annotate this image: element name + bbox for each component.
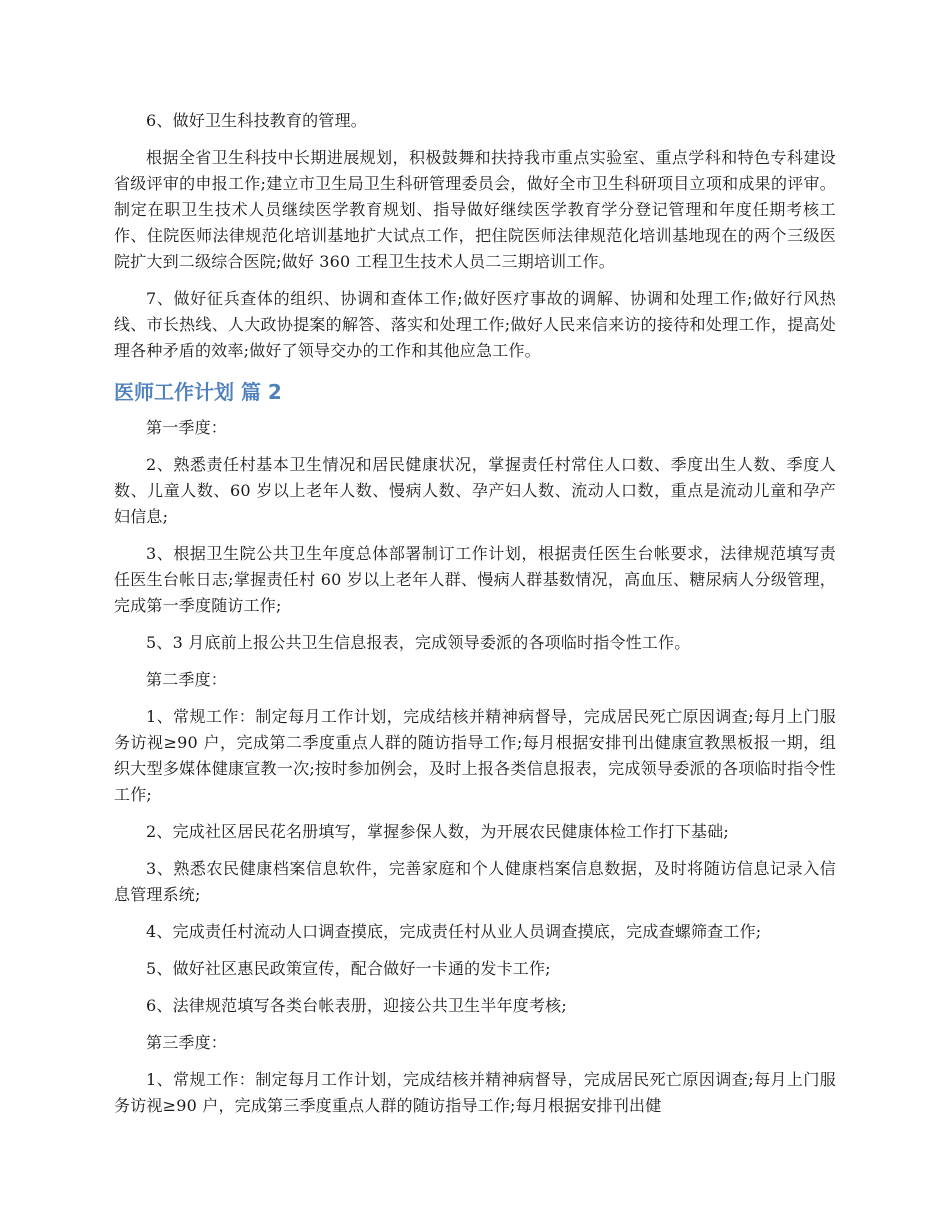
- paragraph-q2-item-3: 3、熟悉农民健康档案信息软件，完善家庭和个人健康档案信息数据，及时将随访信息记录入信息管理系统;: [114, 859, 836, 904]
- section-heading-plan-2: 医师工作计划 篇 2: [114, 380, 282, 404]
- paragraph-q3-item-1: 1、常规工作：制定每月工作计划，完成结核并精神病督导，完成居民死亡原因调查;每月上门服务访视≥90 户，完成第三季度重点人群的随访指导工作;每月根据安排刊出健: [114, 1070, 836, 1115]
- paragraph-q1-heading: 第一季度：: [146, 418, 228, 437]
- paragraph-q3-heading: 第三季度：: [146, 1033, 228, 1052]
- paragraph-q2-item-5: 5、做好社区惠民政策宣传，配合做好一卡通的发卡工作;: [146, 959, 551, 978]
- paragraph-q2-item-6: 6、法律规范填写各类台帐表册，迎接公共卫生半年度考核;: [146, 996, 567, 1015]
- paragraph-q1-item-2: 2、熟悉责任村基本卫生情况和居民健康状况，掌握责任村常住人口数、季度出生人数、季度人数、儿童人数、60 岁以上老年人数、慢病人数、孕产妇人数、流动人口数，重点是流动儿童和孕产妇信息;: [114, 455, 836, 526]
- paragraph-item-6-tech-education: 6、做好卫生科技教育的管理。: [146, 111, 367, 130]
- paragraph-q1-item-3: 3、根据卫生院公共卫生年度总体部署制订工作计划，根据责任医生台帐要求，法律规范填写责任医生台帐日志;掌握责任村 60 岁以上老年人群、慢病人群基数情况，高血压、糖尿病人分级管理，完成第一季度随访工作;: [114, 544, 836, 615]
- paragraph-item-7-conscription-exams: 7、做好征兵查体的组织、协调和查体工作;做好医疗事故的调解、协调和处理工作;做好行风热线、市长热线、人大政协提案的解答、落实和处理工作;做好人民来信来访的接待和处理工作，提高处理各种矛盾的效率;做好了领导交办的工作和其他应急工作。: [114, 289, 836, 360]
- paragraph-q1-item-5: 5、3 月底前上报公共卫生信息报表，完成领导委派的各项临时指令性工作。: [146, 633, 691, 652]
- paragraph-research-planning: 根据全省卫生科技中长期进展规划，积极鼓舞和扶持我市重点实验室、重点学科和特色专科建设省级评审的申报工作;建立市卫生局卫生科研管理委员会，做好全市卫生科研项目立项和成果的评审。制定在职卫生技术人员继续医学教育规划、指导做好继续医学教育学分登记管理和年度任期考核工作、住院医师法律规范化培训基地扩大试点工作，把住院医师法律规范化培训基地现在的两个三级医院扩大到二级综合医院;做好 360 工程卫生技术人员二三期培训工作。: [114, 148, 836, 271]
- paragraph-q2-item-4: 4、完成责任村流动人口调查摸底，完成责任村从业人员调查摸底，完成查螺筛查工作;: [146, 922, 762, 941]
- paragraph-q2-item-1: 1、常规工作：制定每月工作计划，完成结核并精神病督导，完成居民死亡原因调查;每月上门服务访视≥90 户，完成第二季度重点人群的随访指导工作;每月根据安排刊出健康宣教黑板报一期，组织大型多媒体健康宣教一次;按时参加例会，及时上报各类信息报表，完成领导委派的各项临时指令性工作;: [114, 707, 836, 804]
- paragraph-q2-item-2: 2、完成社区居民花名册填写，掌握参保人数，为开展农民健康体检工作打下基础;: [146, 822, 729, 841]
- paragraph-q2-heading: 第二季度：: [146, 670, 228, 689]
- document-page: [114, 108, 836, 1130]
